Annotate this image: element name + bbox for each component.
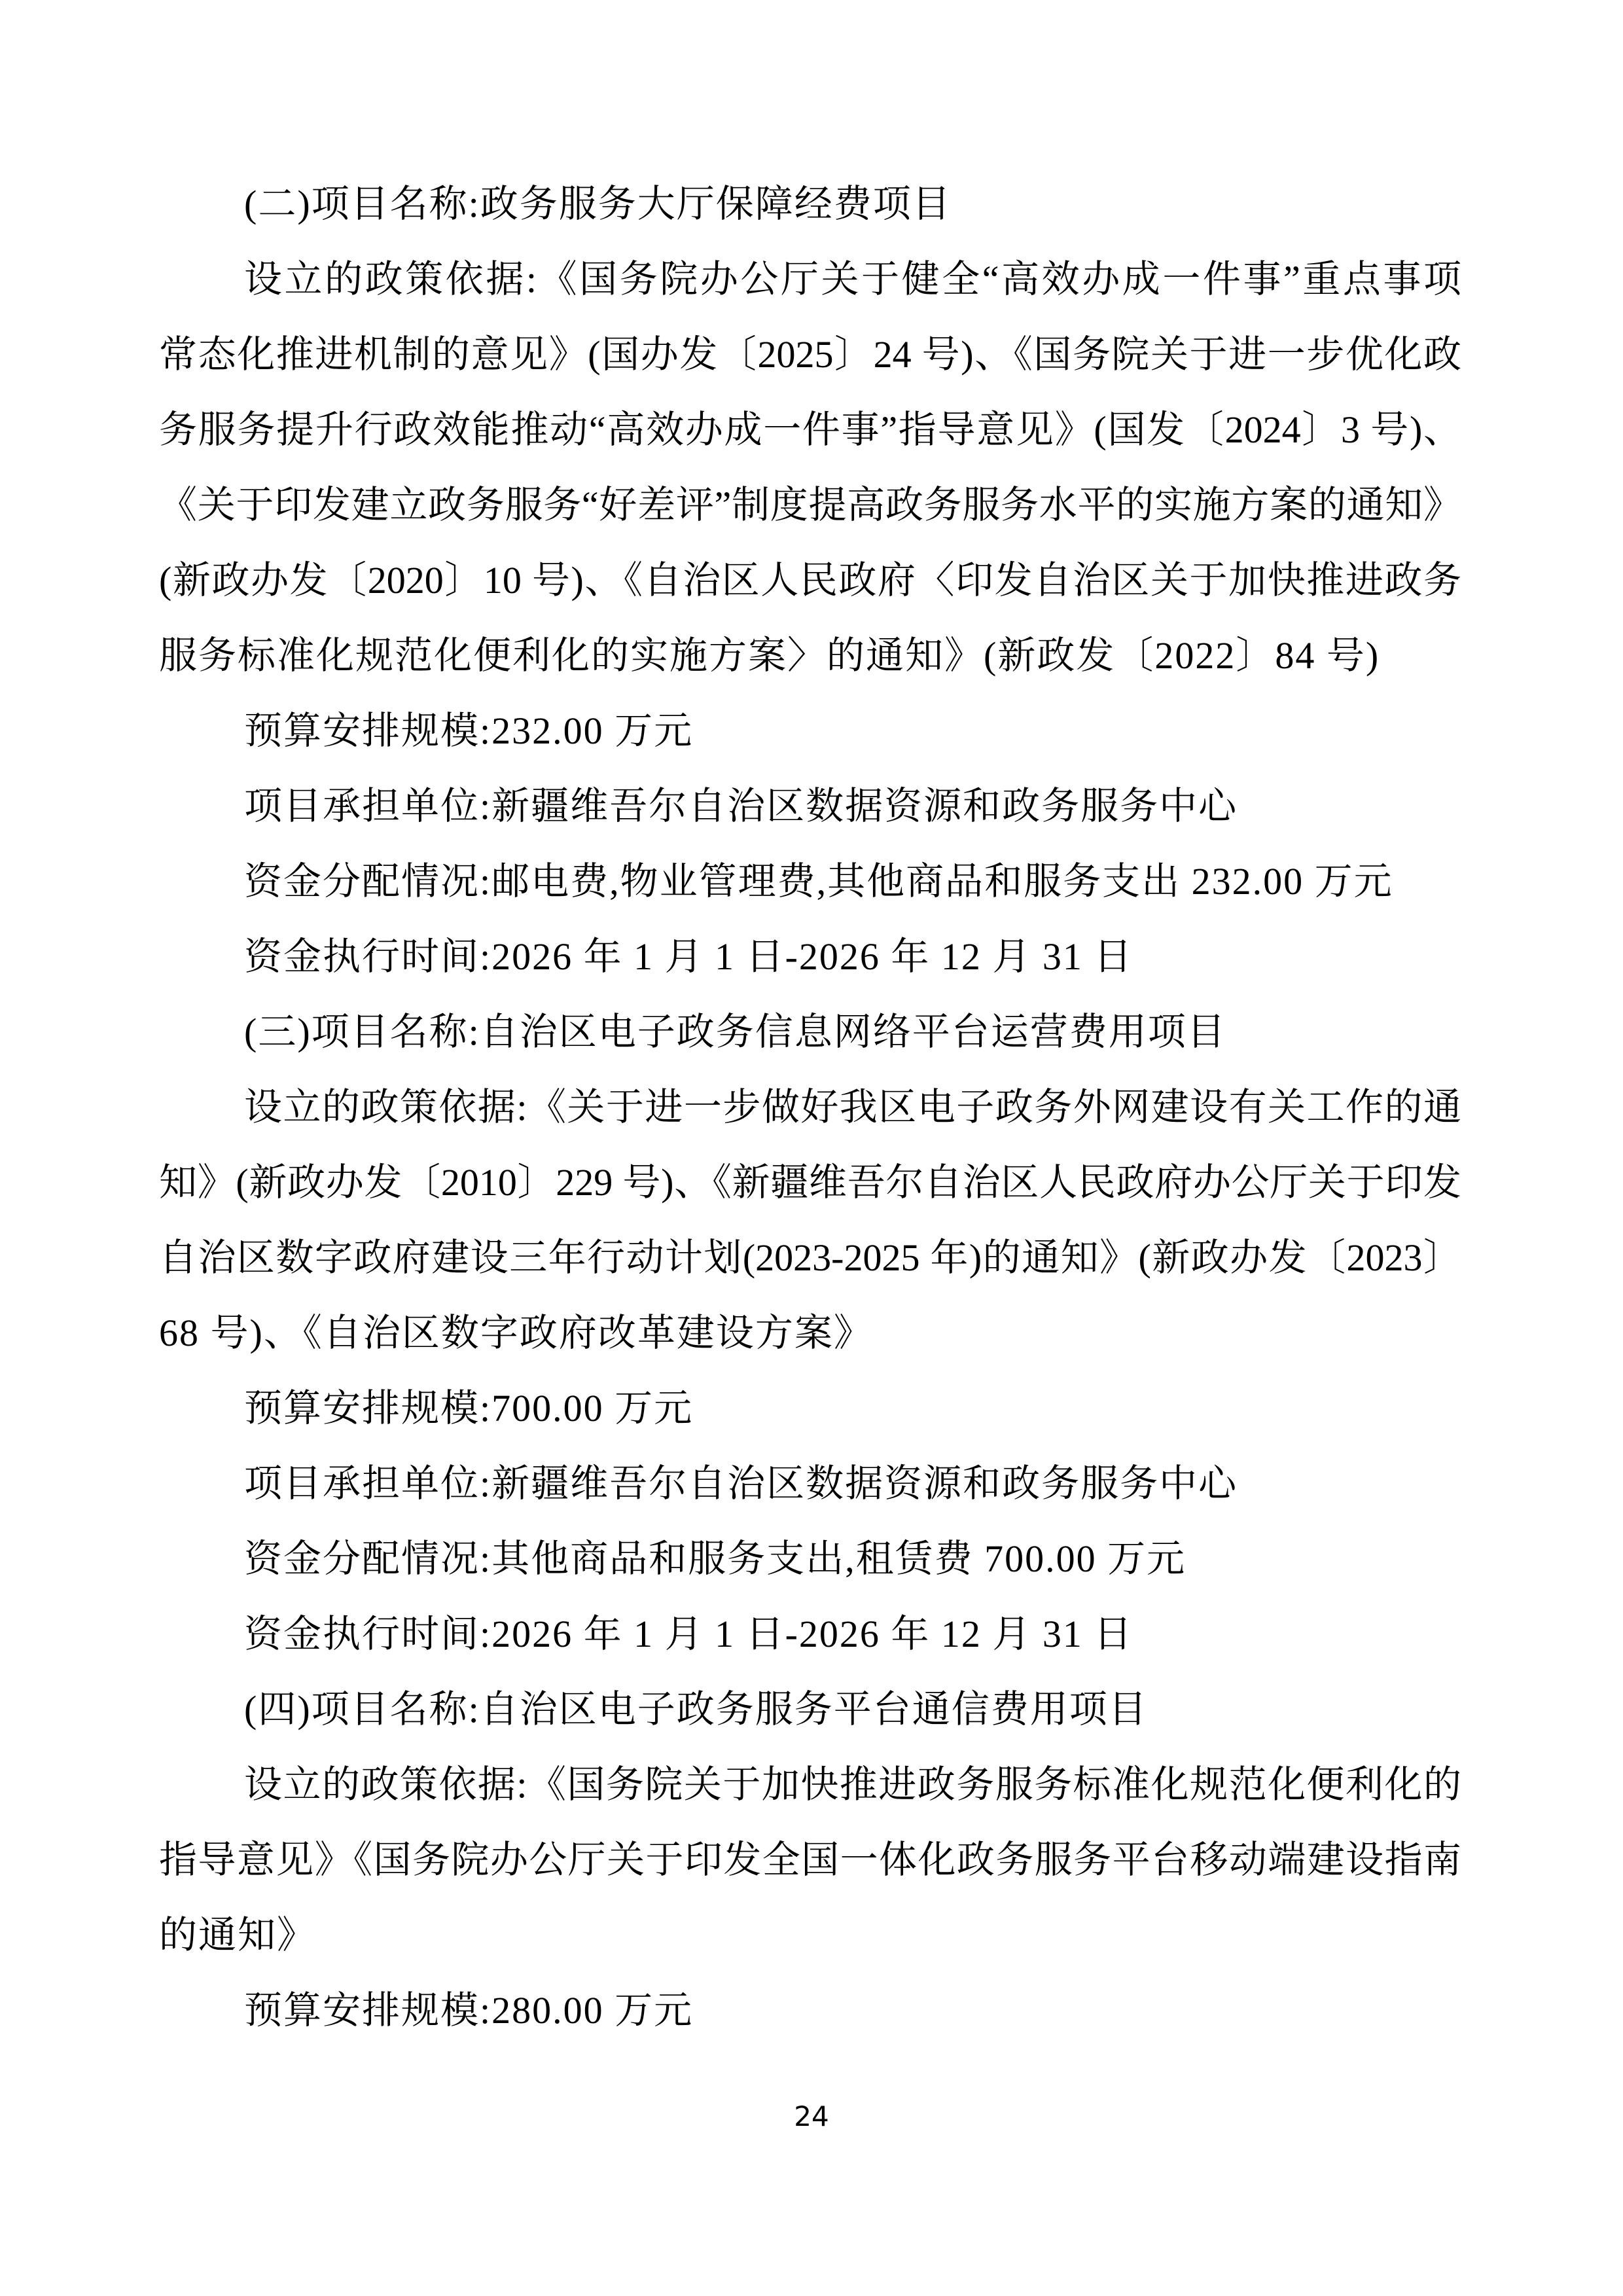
page-number: 24 [794, 2100, 829, 2132]
text-line: (四)项目名称:自治区电子政务服务平台通信费用项目 [244, 1688, 1148, 1731]
text-line: 资金执行时间:2026 年 1 月 1 日-2026 年 12 月 31 日 [244, 1613, 1133, 1655]
text-line: 指导意见》《国务院办公厅关于印发全国一体化政务服务平台移动端建设指南 [159, 1839, 1461, 1881]
text-line: 服务标准化规范化便利化的实施方案〉的通知》(新政发〔2022〕84 号) [159, 634, 1380, 677]
text-line: 预算安排规模:280.00 万元 [244, 1989, 694, 2032]
page-footer [0, 2101, 1623, 2132]
text-line: 知》(新政办发〔2010〕229 号)、《新疆维吾尔自治区人民政府办公厅关于印发 [159, 1161, 1461, 1204]
text-line: 设立的政策依据:《关于进一步做好我区电子政务外网建设有关工作的通 [244, 1086, 1461, 1128]
document-body [159, 166, 1461, 2048]
text-line: 设立的政策依据:《国务院办公厅关于健全“高效办成一件事”重点事项 [244, 258, 1461, 300]
text-line: 《关于印发建立政务服务“好差评”制度提高政务服务水平的实施方案的通知》 [159, 484, 1461, 526]
text-line: 项目承担单位:新疆维吾尔自治区数据资源和政务服务中心 [244, 785, 1238, 827]
text-line: 预算安排规模:232.00 万元 [244, 709, 694, 752]
text-line: (二)项目名称:政务服务大厅保障经费项目 [244, 183, 952, 225]
text-line: 资金执行时间:2026 年 1 月 1 日-2026 年 12 月 31 日 [244, 935, 1133, 978]
text-line: 资金分配情况:邮电费,物业管理费,其他商品和服务支出 232.00 万元 [244, 860, 1393, 903]
text-line: 预算安排规模:700.00 万元 [244, 1387, 694, 1429]
text-line: 资金分配情况:其他商品和服务支出,租赁费 700.00 万元 [244, 1537, 1186, 1580]
text-line: 常态化推进机制的意见》(国办发〔2025〕24 号)、《国务院关于进一步优化政 [159, 333, 1461, 376]
text-line: 的通知》 [159, 1914, 317, 1956]
text-line: 自治区数字政府建设三年行动计划(2023-2025 年)的通知》(新政办发〔2023〕 [159, 1236, 1461, 1279]
text-line: 设立的政策依据:《国务院关于加快推进政务服务标准化规范化便利化的 [244, 1763, 1461, 1806]
text-line: (新政办发〔2020〕10 号)、《自治区人民政府〈印发自治区关于加快推进政务 [159, 559, 1461, 601]
text-line: (三)项目名称:自治区电子政务信息网络平台运营费用项目 [244, 1011, 1226, 1053]
text-line: 务服务提升行政效能推动“高效办成一件事”指导意见》(国发〔2024〕3 号)、 [159, 408, 1461, 451]
text-line: 68 号)、《自治区数字政府改革建设方案》 [159, 1312, 873, 1354]
text-line: 项目承担单位:新疆维吾尔自治区数据资源和政务服务中心 [244, 1462, 1238, 1505]
